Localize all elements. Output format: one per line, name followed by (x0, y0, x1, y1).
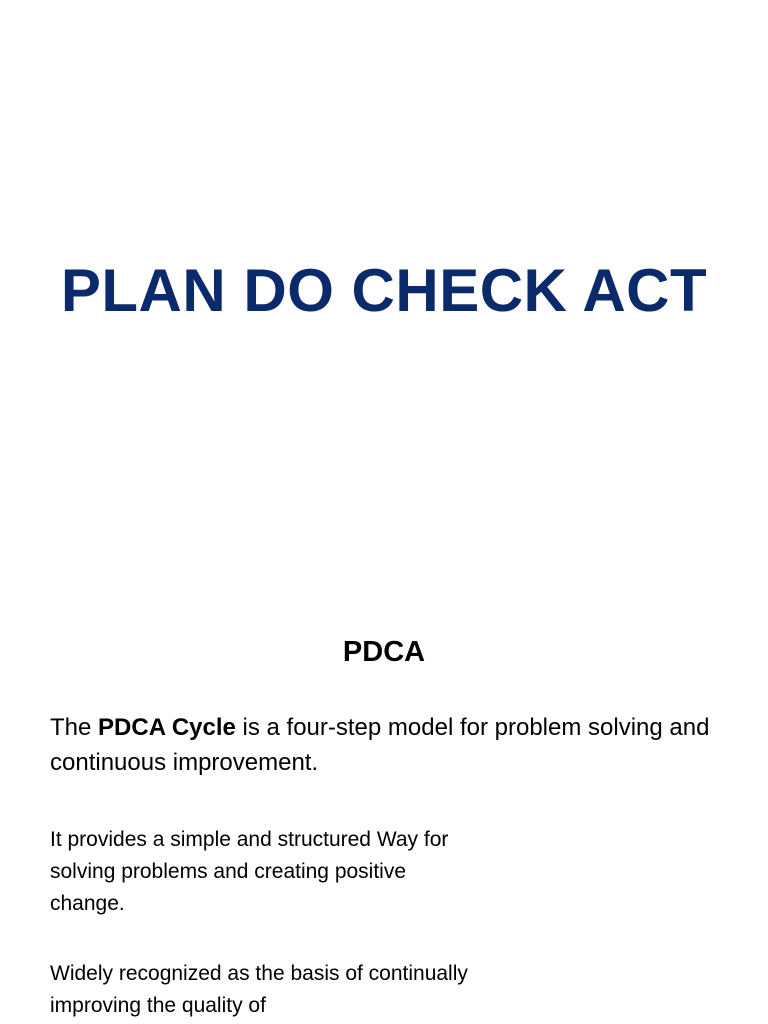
intro-paragraph (50, 710, 710, 780)
intro-bold-term: PDCA Cycle (98, 714, 236, 741)
slide-title: PLAN DO CHECK ACT (60, 257, 708, 324)
body-paragraph: It provides a simple and structured Way for solving problems and creating positive change. (50, 828, 449, 915)
section-heading: PDCA (342, 636, 426, 668)
intro-suffix: is a four-step model for problem solving and continuous improvement. (50, 714, 710, 776)
intro-prefix: The (50, 714, 99, 741)
pdca-slide (0, 576, 768, 1024)
body-paragraph: Widely recognized as the basis of continually improving the quality of (50, 962, 468, 1017)
